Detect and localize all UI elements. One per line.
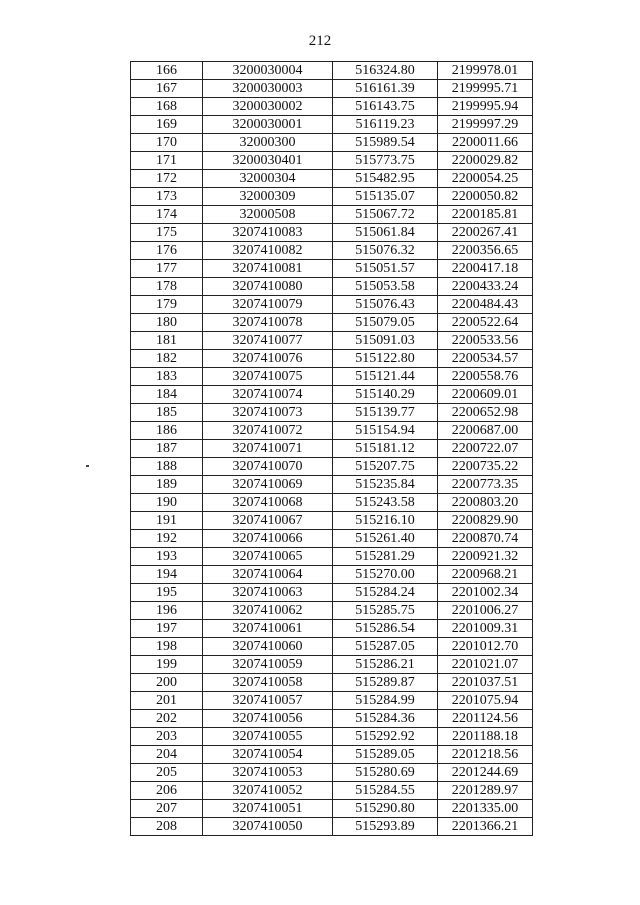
point-id-cell: 3207410060 xyxy=(203,638,333,656)
x-coordinate-cell: 515286.21 xyxy=(333,656,438,674)
table-row xyxy=(131,242,533,260)
point-id-cell: 3200030004 xyxy=(203,62,333,80)
point-number-cell: 190 xyxy=(131,494,203,512)
x-coordinate-cell: 515140.29 xyxy=(333,386,438,404)
table-row xyxy=(131,188,533,206)
x-coordinate-cell: 515076.43 xyxy=(333,296,438,314)
table-row xyxy=(131,368,533,386)
point-id-cell: 3207410073 xyxy=(203,404,333,422)
point-id-cell: 32000309 xyxy=(203,188,333,206)
point-id-cell: 3207410056 xyxy=(203,710,333,728)
point-number-cell: 207 xyxy=(131,800,203,818)
table-row xyxy=(131,746,533,764)
x-coordinate-cell: 515121.44 xyxy=(333,368,438,386)
point-id-cell: 32000304 xyxy=(203,170,333,188)
x-coordinate-cell: 515122.80 xyxy=(333,350,438,368)
scan-speck xyxy=(86,465,89,467)
point-number-cell: 194 xyxy=(131,566,203,584)
point-id-cell: 3207410052 xyxy=(203,782,333,800)
x-coordinate-cell: 516324.80 xyxy=(333,62,438,80)
y-coordinate-cell: 2200029.82 xyxy=(438,152,533,170)
point-id-cell: 3200030001 xyxy=(203,116,333,134)
point-number-cell: 189 xyxy=(131,476,203,494)
y-coordinate-cell: 2201335.00 xyxy=(438,800,533,818)
x-coordinate-cell: 515280.69 xyxy=(333,764,438,782)
x-coordinate-cell: 515285.75 xyxy=(333,602,438,620)
table-row xyxy=(131,638,533,656)
coordinate-table xyxy=(130,61,533,836)
table-row xyxy=(131,350,533,368)
point-number-cell: 180 xyxy=(131,314,203,332)
table-row xyxy=(131,674,533,692)
point-id-cell: 3207410071 xyxy=(203,440,333,458)
point-number-cell: 197 xyxy=(131,620,203,638)
table-row xyxy=(131,440,533,458)
x-coordinate-cell: 516119.23 xyxy=(333,116,438,134)
y-coordinate-cell: 2201075.94 xyxy=(438,692,533,710)
x-coordinate-cell: 516161.39 xyxy=(333,80,438,98)
table-row xyxy=(131,530,533,548)
point-id-cell: 3207410081 xyxy=(203,260,333,278)
x-coordinate-cell: 515261.40 xyxy=(333,530,438,548)
table-row xyxy=(131,80,533,98)
y-coordinate-cell: 2199995.71 xyxy=(438,80,533,98)
point-id-cell: 3207410051 xyxy=(203,800,333,818)
point-number-cell: 187 xyxy=(131,440,203,458)
x-coordinate-cell: 515289.05 xyxy=(333,746,438,764)
point-number-cell: 198 xyxy=(131,638,203,656)
point-number-cell: 201 xyxy=(131,692,203,710)
y-coordinate-cell: 2200652.98 xyxy=(438,404,533,422)
point-number-cell: 178 xyxy=(131,278,203,296)
y-coordinate-cell: 2200722.07 xyxy=(438,440,533,458)
point-number-cell: 199 xyxy=(131,656,203,674)
x-coordinate-cell: 515243.58 xyxy=(333,494,438,512)
table-row xyxy=(131,512,533,530)
y-coordinate-cell: 2201366.21 xyxy=(438,818,533,836)
y-coordinate-cell: 2201244.69 xyxy=(438,764,533,782)
y-coordinate-cell: 2201218.56 xyxy=(438,746,533,764)
table-row xyxy=(131,602,533,620)
x-coordinate-cell: 515289.87 xyxy=(333,674,438,692)
point-id-cell: 3200030003 xyxy=(203,80,333,98)
y-coordinate-cell: 2199978.01 xyxy=(438,62,533,80)
x-coordinate-cell: 515482.95 xyxy=(333,170,438,188)
x-coordinate-cell: 515061.84 xyxy=(333,224,438,242)
y-coordinate-cell: 2201006.27 xyxy=(438,602,533,620)
point-id-cell: 3207410068 xyxy=(203,494,333,512)
point-number-cell: 195 xyxy=(131,584,203,602)
point-id-cell: 3207410067 xyxy=(203,512,333,530)
point-number-cell: 171 xyxy=(131,152,203,170)
point-number-cell: 184 xyxy=(131,386,203,404)
x-coordinate-cell: 515207.75 xyxy=(333,458,438,476)
point-id-cell: 3207410076 xyxy=(203,350,333,368)
point-id-cell: 3207410064 xyxy=(203,566,333,584)
point-id-cell: 32000508 xyxy=(203,206,333,224)
y-coordinate-cell: 2200609.01 xyxy=(438,386,533,404)
table-row xyxy=(131,170,533,188)
y-coordinate-cell: 2200267.41 xyxy=(438,224,533,242)
point-number-cell: 193 xyxy=(131,548,203,566)
point-number-cell: 183 xyxy=(131,368,203,386)
point-id-cell: 3207410072 xyxy=(203,422,333,440)
x-coordinate-cell: 515154.94 xyxy=(333,422,438,440)
x-coordinate-cell: 515281.29 xyxy=(333,548,438,566)
point-number-cell: 173 xyxy=(131,188,203,206)
point-id-cell: 3207410078 xyxy=(203,314,333,332)
y-coordinate-cell: 2200011.66 xyxy=(438,134,533,152)
x-coordinate-cell: 515284.24 xyxy=(333,584,438,602)
point-id-cell: 3207410054 xyxy=(203,746,333,764)
x-coordinate-cell: 515773.75 xyxy=(333,152,438,170)
table-row xyxy=(131,386,533,404)
table-row xyxy=(131,224,533,242)
y-coordinate-cell: 2200687.00 xyxy=(438,422,533,440)
point-id-cell: 3207410057 xyxy=(203,692,333,710)
point-id-cell: 3207410080 xyxy=(203,278,333,296)
x-coordinate-cell: 515284.99 xyxy=(333,692,438,710)
y-coordinate-cell: 2200050.82 xyxy=(438,188,533,206)
table-row xyxy=(131,782,533,800)
y-coordinate-cell: 2200185.81 xyxy=(438,206,533,224)
x-coordinate-cell: 515053.58 xyxy=(333,278,438,296)
y-coordinate-cell: 2201124.56 xyxy=(438,710,533,728)
point-number-cell: 167 xyxy=(131,80,203,98)
x-coordinate-cell: 515287.05 xyxy=(333,638,438,656)
table-row xyxy=(131,494,533,512)
x-coordinate-cell: 515286.54 xyxy=(333,620,438,638)
table-row xyxy=(131,692,533,710)
x-coordinate-cell: 515051.57 xyxy=(333,260,438,278)
point-id-cell: 3207410062 xyxy=(203,602,333,620)
point-number-cell: 202 xyxy=(131,710,203,728)
coordinate-table-body xyxy=(131,62,533,836)
point-number-cell: 168 xyxy=(131,98,203,116)
point-id-cell: 3207410058 xyxy=(203,674,333,692)
table-row xyxy=(131,260,533,278)
x-coordinate-cell: 515270.00 xyxy=(333,566,438,584)
x-coordinate-cell: 515067.72 xyxy=(333,206,438,224)
point-number-cell: 200 xyxy=(131,674,203,692)
x-coordinate-cell: 515292.92 xyxy=(333,728,438,746)
point-number-cell: 188 xyxy=(131,458,203,476)
x-coordinate-cell: 515293.89 xyxy=(333,818,438,836)
y-coordinate-cell: 2200829.90 xyxy=(438,512,533,530)
point-number-cell: 208 xyxy=(131,818,203,836)
table-row xyxy=(131,134,533,152)
point-number-cell: 176 xyxy=(131,242,203,260)
point-id-cell: 3207410077 xyxy=(203,332,333,350)
table-row xyxy=(131,620,533,638)
y-coordinate-cell: 2201289.97 xyxy=(438,782,533,800)
y-coordinate-cell: 2200870.74 xyxy=(438,530,533,548)
x-coordinate-cell: 515091.03 xyxy=(333,332,438,350)
point-number-cell: 192 xyxy=(131,530,203,548)
x-coordinate-cell: 516143.75 xyxy=(333,98,438,116)
point-id-cell: 3207410075 xyxy=(203,368,333,386)
y-coordinate-cell: 2200484.43 xyxy=(438,296,533,314)
table-row xyxy=(131,314,533,332)
table-row xyxy=(131,62,533,80)
point-id-cell: 3207410074 xyxy=(203,386,333,404)
x-coordinate-cell: 515076.32 xyxy=(333,242,438,260)
table-row xyxy=(131,476,533,494)
point-number-cell: 191 xyxy=(131,512,203,530)
x-coordinate-cell: 515216.10 xyxy=(333,512,438,530)
point-id-cell: 3200030401 xyxy=(203,152,333,170)
y-coordinate-cell: 2200803.20 xyxy=(438,494,533,512)
point-id-cell: 3207410055 xyxy=(203,728,333,746)
point-id-cell: 3207410079 xyxy=(203,296,333,314)
point-id-cell: 3207410083 xyxy=(203,224,333,242)
table-row xyxy=(131,278,533,296)
table-row xyxy=(131,404,533,422)
point-id-cell: 3207410065 xyxy=(203,548,333,566)
table-row xyxy=(131,422,533,440)
x-coordinate-cell: 515139.77 xyxy=(333,404,438,422)
table-row xyxy=(131,566,533,584)
table-row xyxy=(131,584,533,602)
point-id-cell: 3207410059 xyxy=(203,656,333,674)
point-number-cell: 172 xyxy=(131,170,203,188)
table-row xyxy=(131,152,533,170)
point-id-cell: 3207410063 xyxy=(203,584,333,602)
y-coordinate-cell: 2200921.32 xyxy=(438,548,533,566)
point-id-cell: 3207410050 xyxy=(203,818,333,836)
y-coordinate-cell: 2201009.31 xyxy=(438,620,533,638)
table-row xyxy=(131,98,533,116)
x-coordinate-cell: 515290.80 xyxy=(333,800,438,818)
x-coordinate-cell: 515079.05 xyxy=(333,314,438,332)
point-id-cell: 3207410066 xyxy=(203,530,333,548)
x-coordinate-cell: 515135.07 xyxy=(333,188,438,206)
table-row xyxy=(131,332,533,350)
y-coordinate-cell: 2201188.18 xyxy=(438,728,533,746)
y-coordinate-cell: 2200533.56 xyxy=(438,332,533,350)
y-coordinate-cell: 2199997.29 xyxy=(438,116,533,134)
point-number-cell: 174 xyxy=(131,206,203,224)
y-coordinate-cell: 2200054.25 xyxy=(438,170,533,188)
point-number-cell: 166 xyxy=(131,62,203,80)
point-number-cell: 182 xyxy=(131,350,203,368)
y-coordinate-cell: 2201037.51 xyxy=(438,674,533,692)
y-coordinate-cell: 2200417.18 xyxy=(438,260,533,278)
x-coordinate-cell: 515235.84 xyxy=(333,476,438,494)
x-coordinate-cell: 515284.36 xyxy=(333,710,438,728)
x-coordinate-cell: 515181.12 xyxy=(333,440,438,458)
point-number-cell: 169 xyxy=(131,116,203,134)
point-number-cell: 205 xyxy=(131,764,203,782)
point-number-cell: 206 xyxy=(131,782,203,800)
table-row xyxy=(131,296,533,314)
point-number-cell: 204 xyxy=(131,746,203,764)
table-row xyxy=(131,656,533,674)
table-row xyxy=(131,548,533,566)
table-row xyxy=(131,764,533,782)
point-id-cell: 32000300 xyxy=(203,134,333,152)
y-coordinate-cell: 2200356.65 xyxy=(438,242,533,260)
point-number-cell: 175 xyxy=(131,224,203,242)
x-coordinate-cell: 515284.55 xyxy=(333,782,438,800)
y-coordinate-cell: 2200968.21 xyxy=(438,566,533,584)
point-number-cell: 181 xyxy=(131,332,203,350)
y-coordinate-cell: 2200558.76 xyxy=(438,368,533,386)
y-coordinate-cell: 2200522.64 xyxy=(438,314,533,332)
point-number-cell: 203 xyxy=(131,728,203,746)
point-id-cell: 3207410053 xyxy=(203,764,333,782)
y-coordinate-cell: 2200735.22 xyxy=(438,458,533,476)
table-row xyxy=(131,116,533,134)
y-coordinate-cell: 2201021.07 xyxy=(438,656,533,674)
point-id-cell: 3207410070 xyxy=(203,458,333,476)
point-id-cell: 3207410069 xyxy=(203,476,333,494)
point-number-cell: 179 xyxy=(131,296,203,314)
point-id-cell: 3207410082 xyxy=(203,242,333,260)
y-coordinate-cell: 2200773.35 xyxy=(438,476,533,494)
point-id-cell: 3200030002 xyxy=(203,98,333,116)
point-number-cell: 185 xyxy=(131,404,203,422)
point-number-cell: 196 xyxy=(131,602,203,620)
point-number-cell: 170 xyxy=(131,134,203,152)
table-row xyxy=(131,728,533,746)
y-coordinate-cell: 2201002.34 xyxy=(438,584,533,602)
y-coordinate-cell: 2201012.70 xyxy=(438,638,533,656)
y-coordinate-cell: 2200534.57 xyxy=(438,350,533,368)
table-row xyxy=(131,206,533,224)
page-number: 212 xyxy=(308,33,332,49)
point-id-cell: 3207410061 xyxy=(203,620,333,638)
table-row xyxy=(131,458,533,476)
table-row xyxy=(131,710,533,728)
point-number-cell: 186 xyxy=(131,422,203,440)
y-coordinate-cell: 2199995.94 xyxy=(438,98,533,116)
x-coordinate-cell: 515989.54 xyxy=(333,134,438,152)
point-number-cell: 177 xyxy=(131,260,203,278)
y-coordinate-cell: 2200433.24 xyxy=(438,278,533,296)
table-row xyxy=(131,818,533,836)
table-row xyxy=(131,800,533,818)
